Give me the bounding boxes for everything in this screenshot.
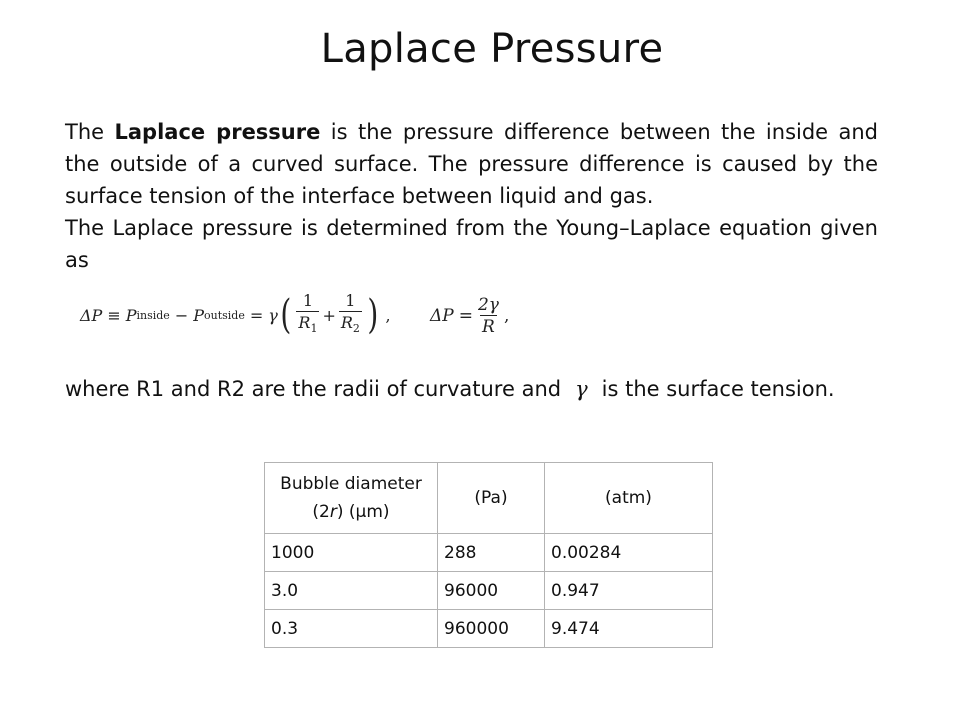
eq2-num: 2γ: [477, 295, 499, 315]
table-row: [265, 572, 713, 610]
eq1-trail: ,: [385, 305, 391, 325]
gamma-symbol: γ: [575, 377, 588, 401]
eq2-trail: ,: [503, 306, 510, 326]
explanation-part1: where R1 and R2 are the radii of curvature and: [65, 377, 562, 401]
eq2-eq: =: [458, 306, 473, 326]
eq2-fraction: [476, 296, 501, 336]
intro-paragraph: [65, 116, 878, 212]
eq1-num1: 1: [302, 291, 314, 310]
header-col1-prefix: (2: [312, 502, 330, 522]
eq1-fraction-2: [339, 292, 362, 338]
cell-diameter: 0.3: [265, 610, 438, 648]
eq1-p-inside: P: [125, 305, 137, 325]
simplified-laplace-equation: [430, 296, 509, 336]
header-col1-var: r: [329, 502, 337, 522]
laplace-pressure-term: Laplace pressure: [114, 120, 321, 144]
eq1-num2: 1: [345, 291, 356, 310]
cell-atm: 0.00284: [545, 534, 713, 572]
table-header-row: [265, 463, 713, 534]
cell-pa: 96000: [438, 572, 545, 610]
cell-atm: 0.947: [545, 572, 713, 610]
slide-title: Laplace Pressure: [320, 26, 664, 72]
radii-explanation-paragraph: [65, 373, 878, 405]
eq1-den1: R: [298, 313, 311, 332]
eq2-den: R: [482, 317, 495, 337]
intro-lead: The: [65, 120, 115, 144]
eq1-den2-sub: 2: [352, 322, 360, 335]
eq2-lhs: ΔP: [430, 306, 454, 326]
eq1-inside-sub: inside: [136, 308, 170, 322]
left-paren-glyph: (: [280, 292, 292, 338]
bubble-pressure-table: [264, 462, 713, 648]
cell-diameter: 1000: [265, 534, 438, 572]
table-row: [265, 610, 713, 648]
eq1-equiv: ≡: [107, 305, 121, 325]
header-pa: (Pa): [438, 463, 545, 534]
cell-pa: 960000: [438, 610, 545, 648]
eq1-fraction-1: [296, 292, 319, 338]
eq1-plus: +: [322, 305, 336, 325]
cell-atm: 9.474: [545, 610, 713, 648]
header-bubble-diameter: [265, 463, 438, 534]
cell-diameter: 3.0: [265, 572, 438, 610]
header-col1-line1: Bubble diameter: [280, 474, 422, 494]
cell-pa: 288: [438, 534, 545, 572]
young-laplace-equation: [80, 292, 391, 338]
eq1-eq: =: [249, 305, 264, 325]
right-paren-glyph: ): [367, 292, 379, 338]
header-atm: (atm): [545, 463, 713, 534]
eq1-p-outside: P: [193, 305, 204, 325]
header-col1-suffix: ) (µm): [336, 502, 390, 522]
equation-intro-paragraph: The Laplace pressure is determined from the Young–Laplace equation given as: [65, 216, 878, 272]
eq1-minus: −: [174, 305, 189, 325]
table-row: [265, 534, 713, 572]
eq1-den1-sub: 1: [310, 322, 318, 335]
eq1-den2: R: [340, 313, 353, 332]
eq1-gamma: γ: [268, 305, 278, 325]
eq1-outside-sub: outside: [204, 308, 245, 322]
eq1-lhs: ΔP: [80, 305, 103, 325]
intro-rest: is the pressure difference between the inside and the outside of a curved surface. The pressure difference is caused by the surface tension of the interface between liquid and gas.: [65, 120, 879, 208]
explanation-part2: is the surface tension.: [601, 377, 835, 401]
